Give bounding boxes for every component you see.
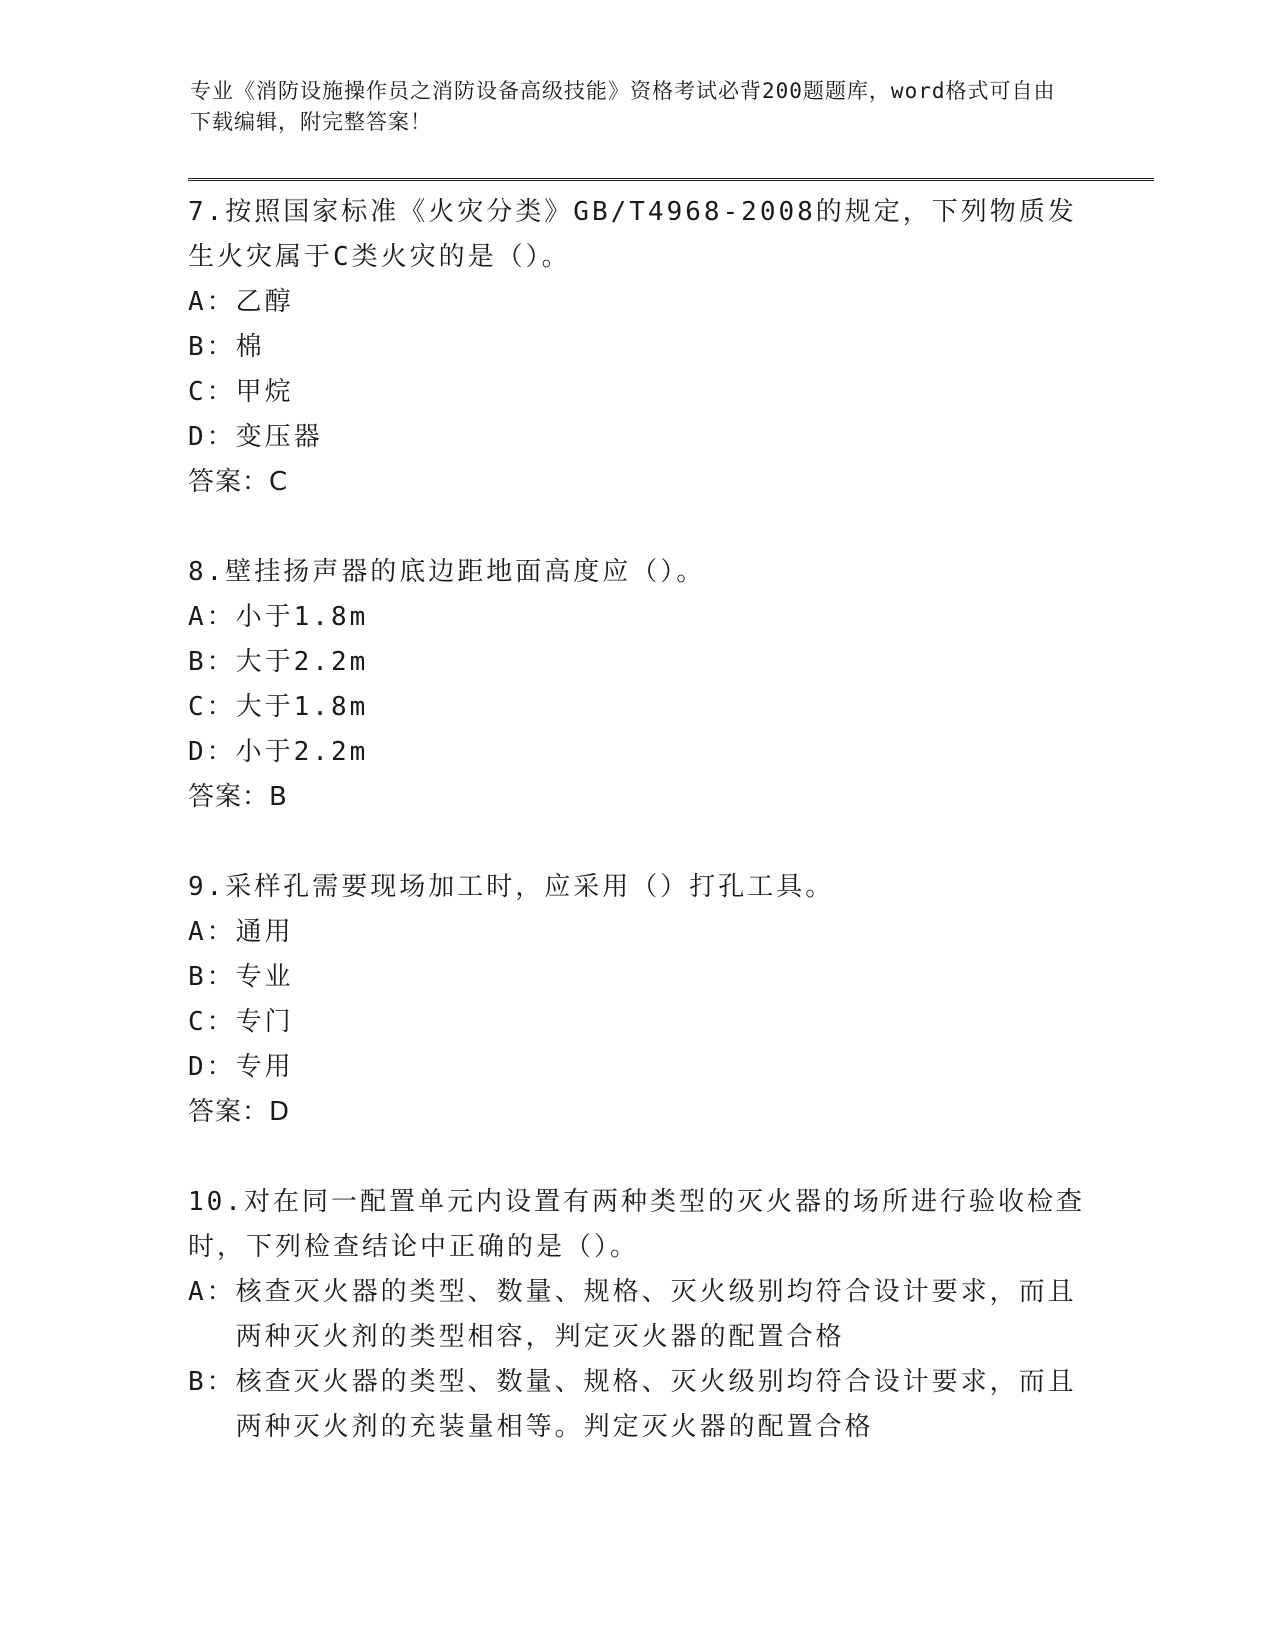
option-key: D： xyxy=(188,422,236,452)
option-key: C： xyxy=(188,1007,236,1037)
option-text: 通用 xyxy=(235,917,294,947)
option-key: B： xyxy=(188,962,236,992)
answer-line: 答案：B xyxy=(188,782,288,812)
option-a xyxy=(188,1270,1088,1360)
option-text: 甲烷 xyxy=(235,377,294,407)
option-b xyxy=(188,1360,1088,1450)
option-a xyxy=(188,910,1088,955)
option-c xyxy=(188,1000,1088,1045)
option-b xyxy=(188,640,1088,685)
option-key: A： xyxy=(188,287,236,317)
option-text: 专用 xyxy=(235,1052,294,1082)
option-text: 专业 xyxy=(235,962,294,992)
question-list xyxy=(188,190,1088,1495)
option-text: 小于1.8m xyxy=(235,602,369,632)
option-key: D： xyxy=(188,737,236,767)
answer-line: 答案：D xyxy=(188,1097,291,1127)
option-text: 乙醇 xyxy=(235,287,294,317)
option-c xyxy=(188,370,1088,415)
document-header: 专业《消防设施操作员之消防设备高级技能》资格考试必背200题题库，word格式可自由下载编辑，附完整答案！ xyxy=(190,79,1056,134)
option-key: B： xyxy=(188,647,236,677)
option-text: 核查灭火器的类型、数量、规格、灭火级别均符合设计要求，而且两种灭火剂的充装量相等。判定灭火器的配置合格 xyxy=(235,1367,1077,1442)
option-c xyxy=(188,685,1088,730)
option-a xyxy=(188,595,1088,640)
option-a xyxy=(188,280,1088,325)
question-item xyxy=(188,865,1088,1135)
question-stem: 9.采样孔需要现场加工时，应采用（）打孔工具。 xyxy=(188,872,835,902)
option-text: 大于1.8m xyxy=(235,692,369,722)
option-text: 核查灭火器的类型、数量、规格、灭火级别均符合设计要求，而且两种灭火剂的类型相容，判定灭火器的配置合格 xyxy=(235,1277,1077,1352)
option-text: 专门 xyxy=(235,1007,294,1037)
option-b xyxy=(188,325,1088,370)
header-divider xyxy=(188,178,1154,181)
question-item xyxy=(188,550,1088,820)
option-text: 小于2.2m xyxy=(235,737,369,767)
question-stem: 8.壁挂扬声器的底边距地面高度应（）。 xyxy=(188,557,706,587)
option-text: 棉 xyxy=(235,332,265,362)
answer-line: 答案：C xyxy=(188,467,289,497)
option-d xyxy=(188,415,1088,460)
option-text: 变压器 xyxy=(235,422,323,452)
question-stem: 10.对在同一配置单元内设置有两种类型的灭火器的场所进行验收检查时，下列检查结论中正确的是（）。 xyxy=(188,1187,1085,1262)
option-key: B： xyxy=(188,332,236,362)
option-key: A： xyxy=(188,1277,236,1307)
option-d xyxy=(188,730,1088,775)
question-item xyxy=(188,1180,1088,1450)
option-key: A： xyxy=(188,917,236,947)
option-key: A： xyxy=(188,602,236,632)
option-d xyxy=(188,1045,1088,1090)
option-key: D： xyxy=(188,1052,236,1082)
option-key: C： xyxy=(188,377,236,407)
question-item xyxy=(188,190,1088,505)
question-stem: 7.按照国家标准《火灾分类》GB/T4968-2008的规定，下列物质发生火灾属于C类火灾的是（）。 xyxy=(188,197,1077,272)
option-b xyxy=(188,955,1088,1000)
option-key: B： xyxy=(188,1367,236,1397)
option-text: 大于2.2m xyxy=(235,647,369,677)
option-key: C： xyxy=(188,692,236,722)
